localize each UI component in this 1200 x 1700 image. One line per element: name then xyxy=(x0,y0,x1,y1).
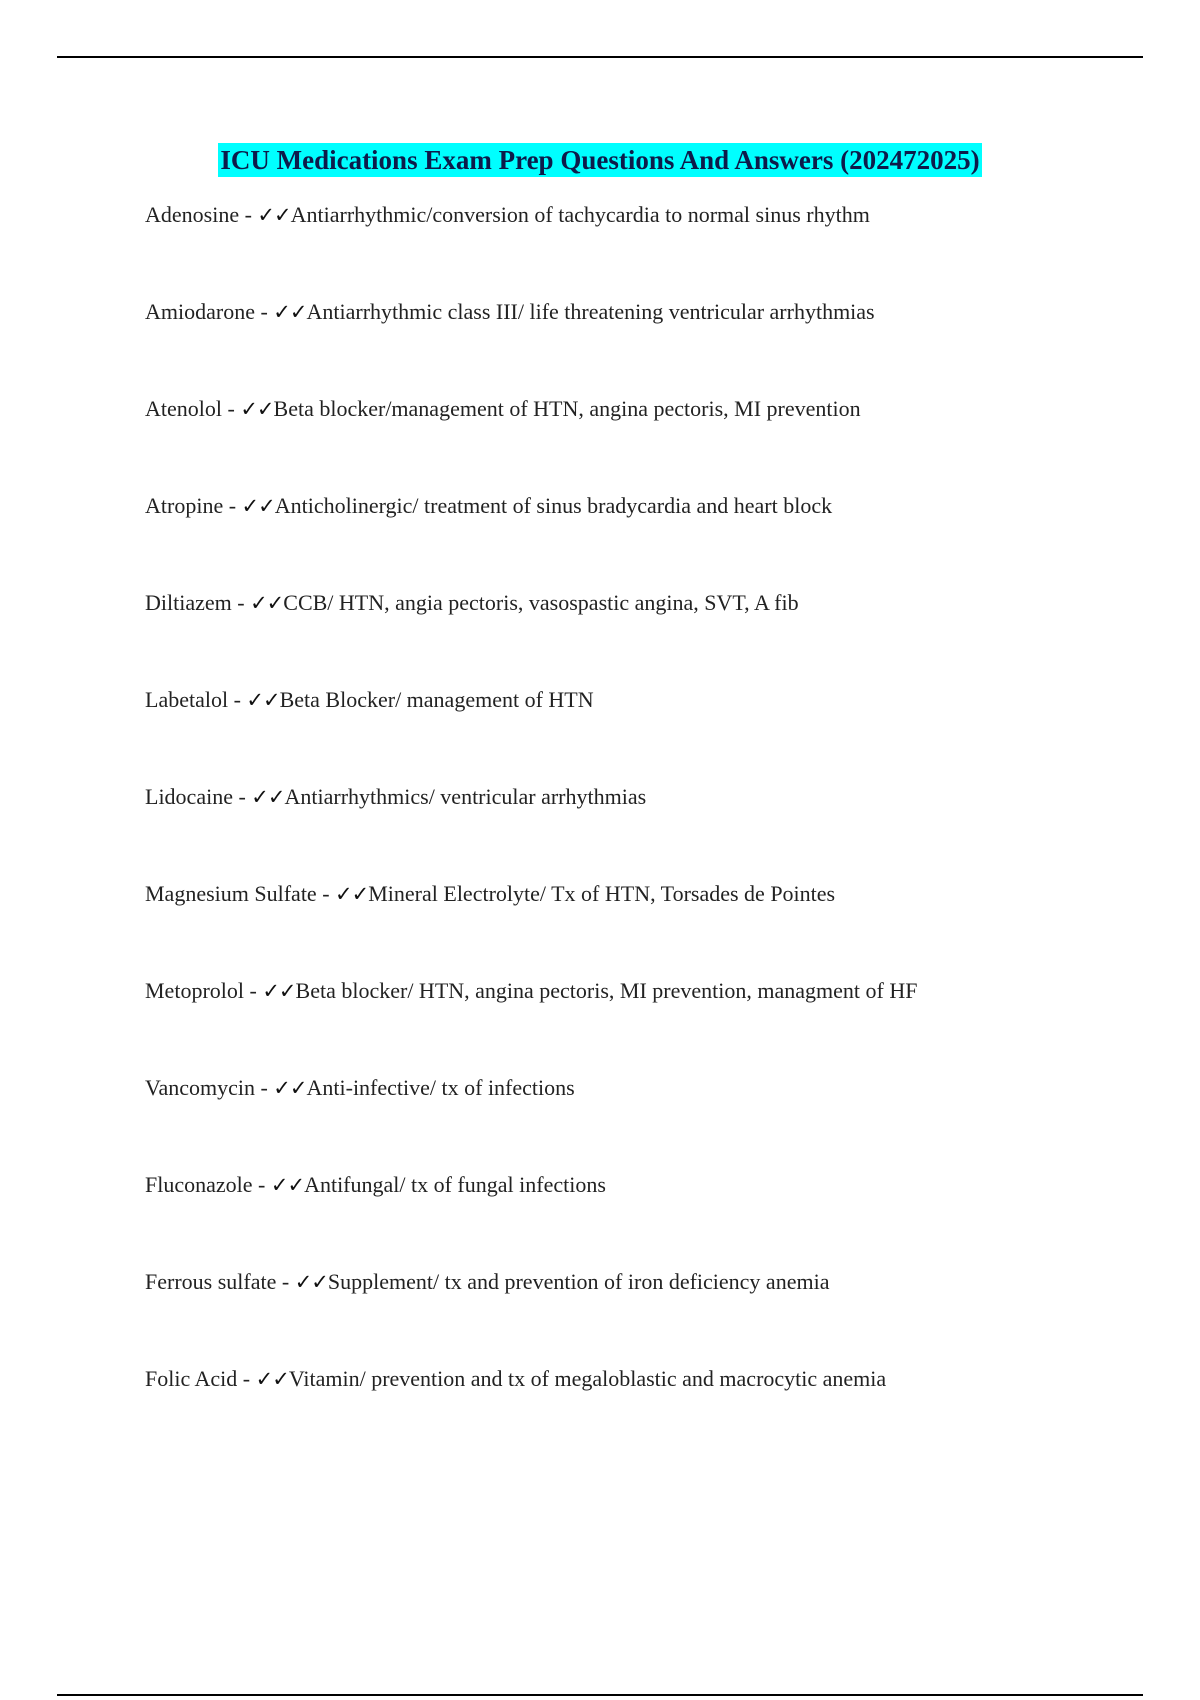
double-check-icon: ✓✓ xyxy=(240,397,274,421)
qa-item xyxy=(145,488,1145,585)
medication-answer: Anti-infective/ tx of infections xyxy=(306,1075,575,1100)
separator: - xyxy=(232,784,252,809)
double-check-icon: ✓✓ xyxy=(294,1270,328,1294)
double-check-icon: ✓✓ xyxy=(246,688,280,712)
separator: - xyxy=(231,590,251,615)
medication-answer: Vitamin/ prevention and tx of megaloblastic and macrocytic anemia xyxy=(288,1366,887,1391)
medication-answer: Anticholinergic/ treatment of sinus bradycardia and heart block xyxy=(274,493,833,518)
medication-answer: Supplement/ tx and prevention of iron deficiency anemia xyxy=(327,1269,830,1294)
qa-item xyxy=(145,682,1145,779)
medication-answer: Antifungal/ tx of fungal infections xyxy=(304,1172,606,1197)
double-check-icon: ✓✓ xyxy=(251,785,285,809)
medication-answer: CCB/ HTN, angia pectoris, vasospastic angina, SVT, A fib xyxy=(283,590,799,615)
qa-item xyxy=(145,1070,1145,1167)
top-rule xyxy=(57,56,1143,58)
title-container xyxy=(0,143,1200,177)
double-check-icon: ✓✓ xyxy=(262,979,296,1003)
separator: - xyxy=(254,299,274,324)
double-check-icon: ✓✓ xyxy=(241,494,275,518)
separator: - xyxy=(244,978,263,1003)
double-check-icon: ✓✓ xyxy=(335,882,369,906)
medication-term: Amiodarone xyxy=(145,299,255,324)
medication-answer: Mineral Electrolyte/ Tx of HTN, Torsades de Pointes xyxy=(368,881,836,906)
qa-item xyxy=(145,585,1145,682)
medication-term: Magnesium Sulfate xyxy=(145,881,317,906)
document-title: ICU Medications Exam Prep Questions And Answers (202472025) xyxy=(220,145,980,175)
medication-term: Ferrous sulfate xyxy=(145,1269,277,1294)
medication-term: Lidocaine xyxy=(145,784,233,809)
medication-term: Folic Acid xyxy=(145,1366,238,1391)
qa-item xyxy=(145,876,1145,973)
qa-item xyxy=(145,391,1145,488)
medication-term: Diltiazem xyxy=(145,590,232,615)
medication-term: Fluconazole xyxy=(145,1172,253,1197)
qa-item xyxy=(145,197,1145,294)
medication-term: Labetalol xyxy=(145,687,229,712)
separator: - xyxy=(228,687,247,712)
medication-term: Atropine xyxy=(145,493,224,518)
double-check-icon: ✓✓ xyxy=(257,203,291,227)
qa-item xyxy=(145,1361,1145,1458)
double-check-icon: ✓✓ xyxy=(273,1076,307,1100)
separator: - xyxy=(316,881,336,906)
separator: - xyxy=(239,202,258,227)
medication-answer: Antiarrhythmics/ ventricular arrhythmias xyxy=(284,784,647,809)
qa-item xyxy=(145,779,1145,876)
double-check-icon: ✓✓ xyxy=(273,300,307,324)
qa-item xyxy=(145,1264,1145,1361)
medication-answer: Beta Blocker/ management of HTN xyxy=(279,687,594,712)
medication-answer: Beta blocker/ HTN, angina pectoris, MI prevention, managment of HF xyxy=(295,978,918,1003)
qa-list xyxy=(145,197,1145,1458)
separator: - xyxy=(222,396,241,421)
separator: - xyxy=(252,1172,271,1197)
qa-item xyxy=(145,294,1145,391)
medication-term: Vancomycin xyxy=(145,1075,255,1100)
double-check-icon: ✓✓ xyxy=(255,1367,289,1391)
medication-term: Metoprolol xyxy=(145,978,244,1003)
bottom-rule xyxy=(57,1694,1143,1696)
medication-term: Adenosine xyxy=(145,202,240,227)
separator: - xyxy=(223,493,242,518)
qa-item xyxy=(145,973,1145,1070)
medication-term: Atenolol xyxy=(145,396,222,421)
separator: - xyxy=(254,1075,274,1100)
qa-item xyxy=(145,1167,1145,1264)
medication-answer: Beta blocker/management of HTN, angina pectoris, MI prevention xyxy=(273,396,861,421)
double-check-icon: ✓✓ xyxy=(250,591,284,615)
separator: - xyxy=(276,1269,295,1294)
medication-answer: Antiarrhythmic/conversion of tachycardia to normal sinus rhythm xyxy=(290,202,870,227)
double-check-icon: ✓✓ xyxy=(270,1173,305,1197)
medication-answer: Antiarrhythmic class III/ life threatening ventricular arrhythmias xyxy=(306,299,875,324)
separator: - xyxy=(237,1366,256,1391)
